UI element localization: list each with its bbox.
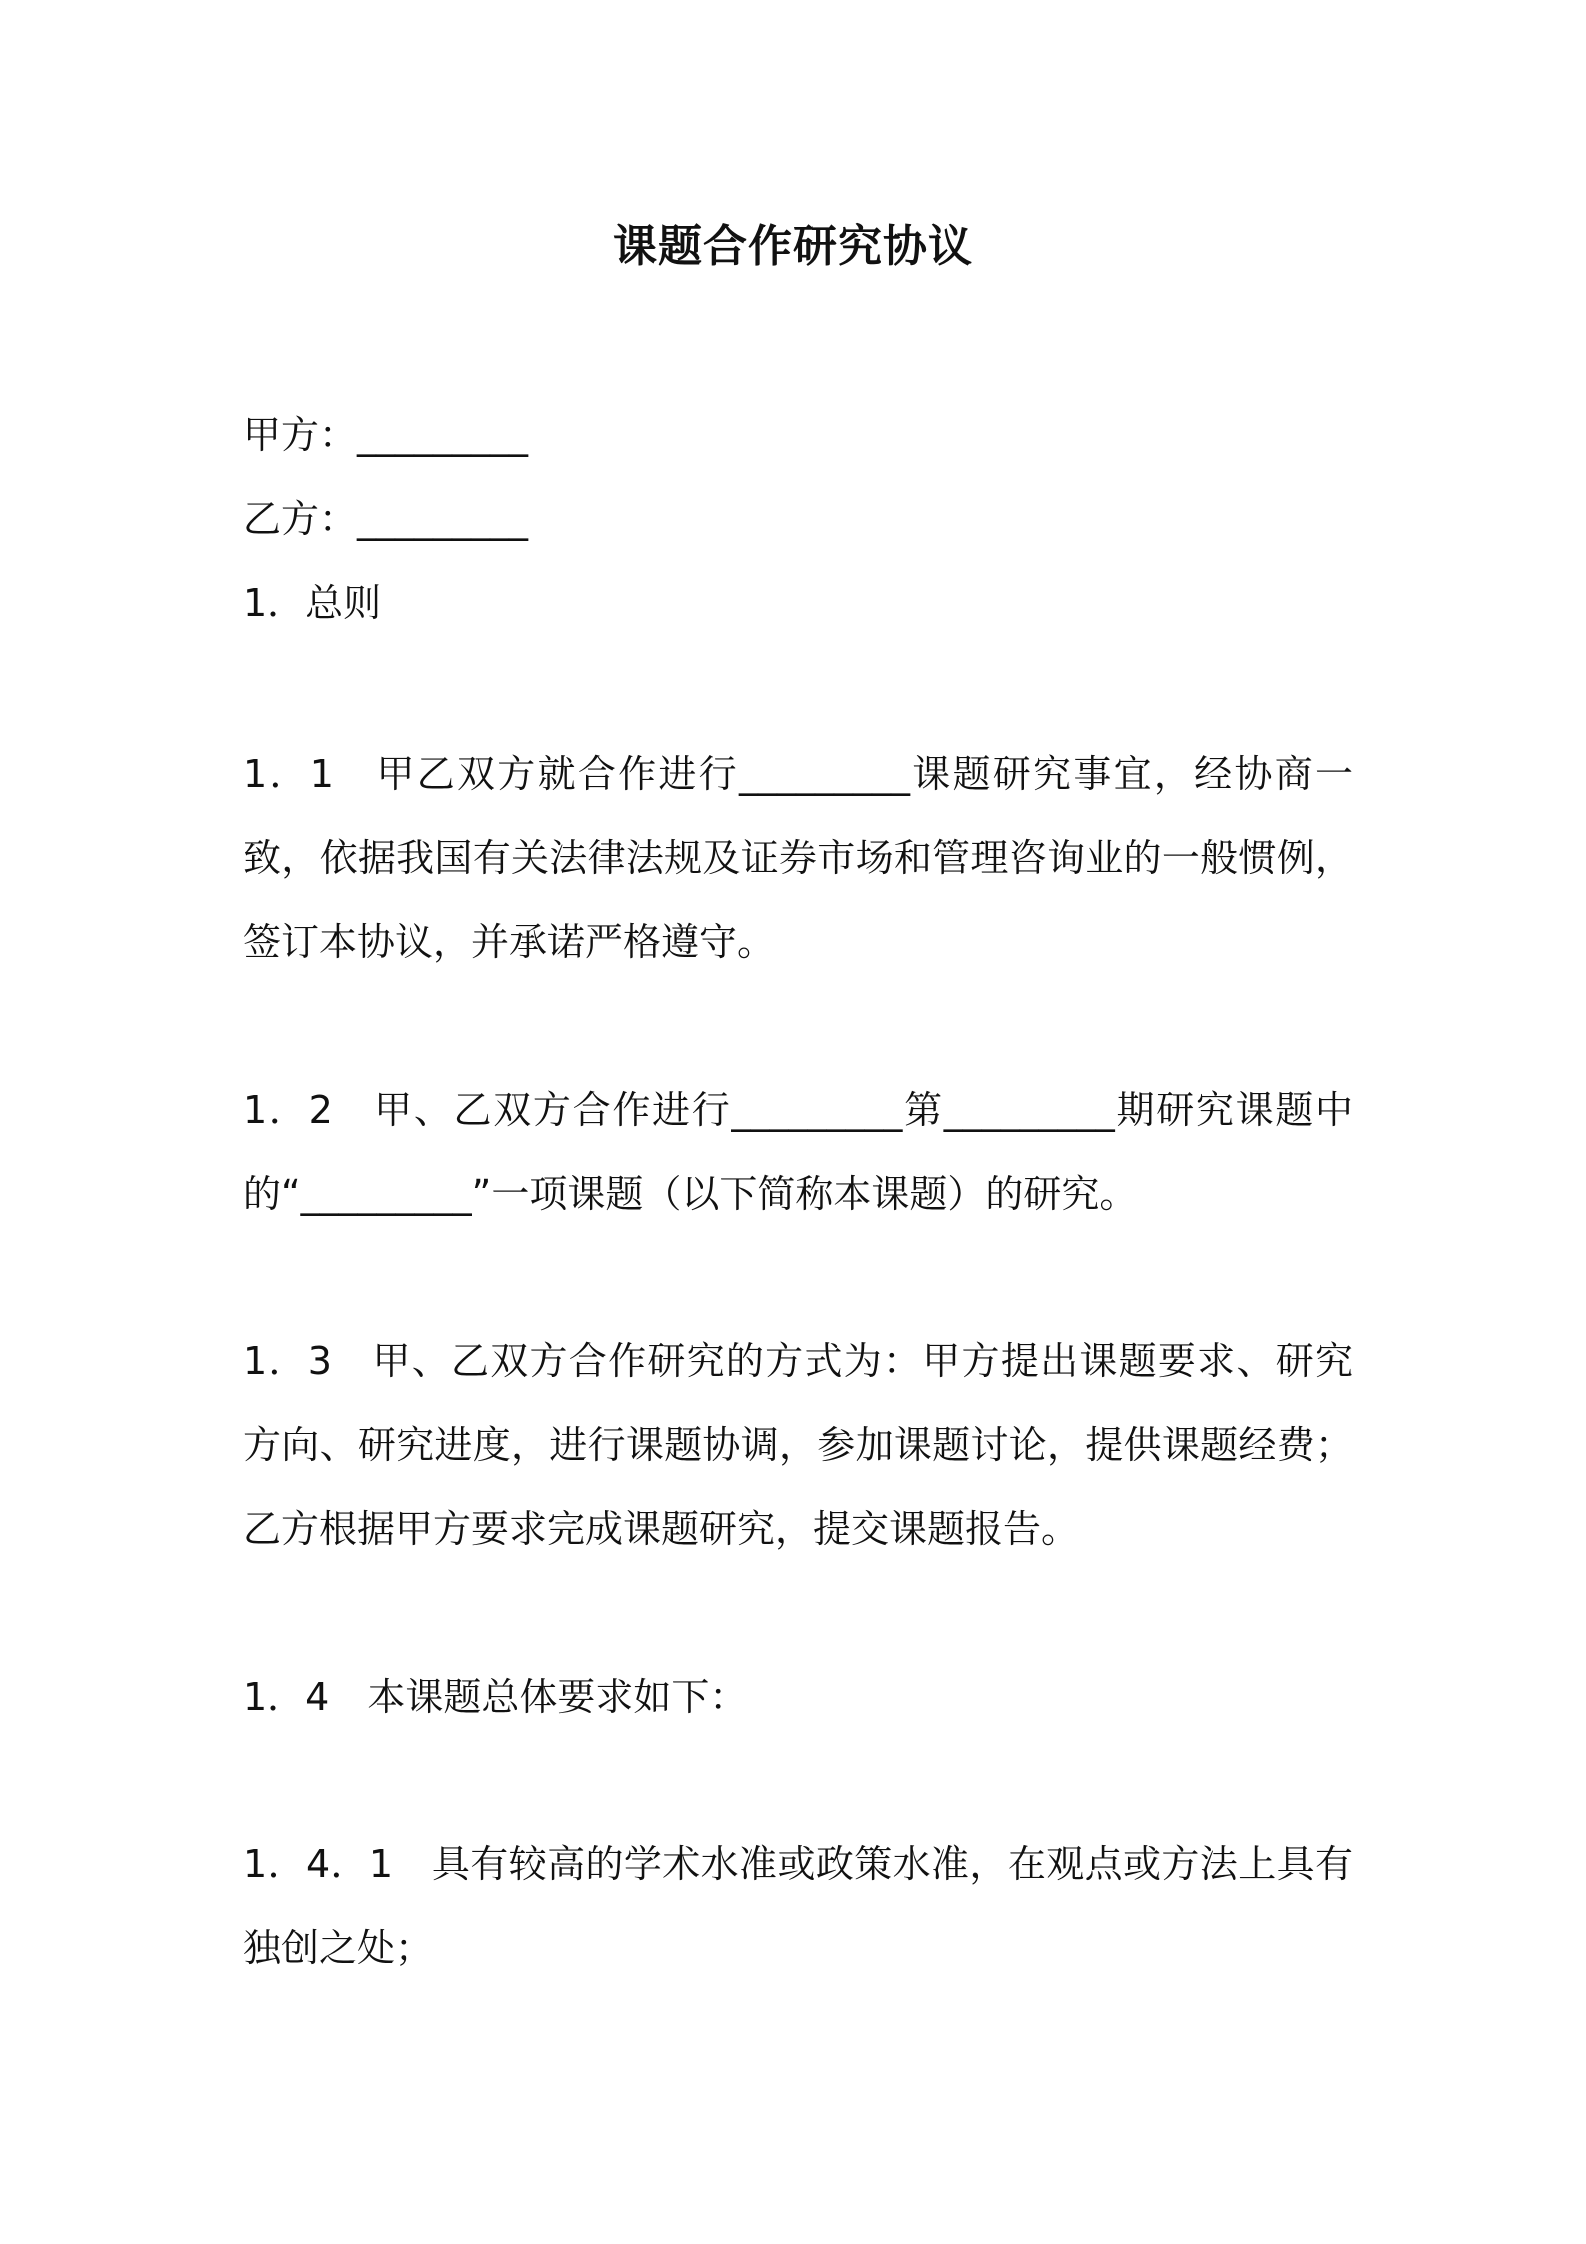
document-title: 课题合作研究协议 — [613, 221, 973, 272]
party-a-line: 甲方：_________ — [243, 413, 529, 457]
clause-1-2: 1．2 甲、乙双方合作进行_________第_________期研究课题中的“_________”一项课题（以下简称本课题）的研究。 — [243, 1088, 1353, 1216]
clause-1-4-1: 1．4．1 具有较高的学术水准或政策水准，在观点或方法上具有独创之处； — [243, 1842, 1353, 1970]
party-b-line: 乙方：_________ — [243, 497, 529, 541]
section-heading-general: 1．总则 — [243, 581, 382, 625]
clause-1-4: 1．4 本课题总体要求如下： — [243, 1675, 748, 1719]
clause-1-3: 1．3 甲、乙双方合作研究的方式为：甲方提出课题要求、研究方向、研究进度，进行课题协调，参加课题讨论，提供课题经费；乙方根据甲方要求完成课题研究，提交课题报告。 — [243, 1339, 1353, 1551]
clause-1-1: 1．1 甲乙双方就合作进行_________课题研究事宜，经协商一致，依据我国有关法律法规及证券市场和管理咨询业的一般惯例，签订本协议，并承诺严格遵守。 — [243, 752, 1353, 964]
